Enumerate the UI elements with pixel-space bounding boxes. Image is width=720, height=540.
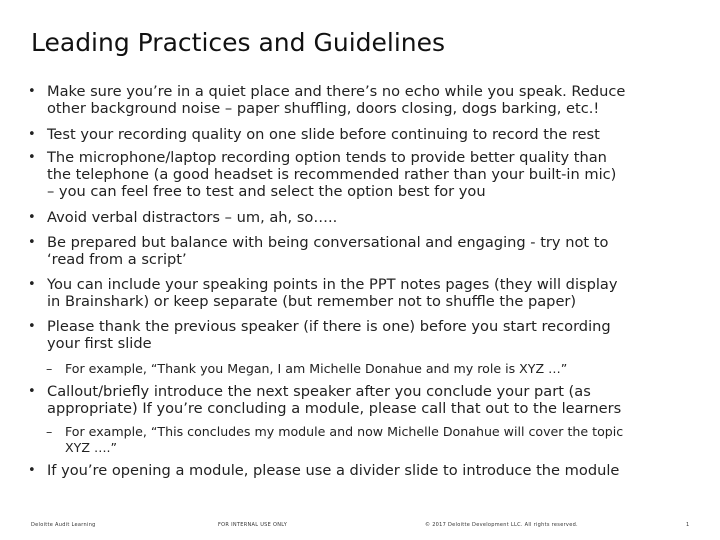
bullet-line: If you’re opening a module, please use a divider slide to introduce the module [47,462,620,479]
sub-bullet-marker: – [46,361,53,376]
bullet-line: The microphone/laptop recording option tends to provide better quality than [47,149,607,166]
bullet-line: Be prepared but balance with being conversational and engaging - try not to [47,234,609,251]
bullet-marker: • [28,150,36,165]
bullet-item [28,209,707,226]
bullet-line: Make sure you’re in a quiet place and there’s no echo while you speak. Reduce [47,83,626,100]
bullet-line: appropriate) If you’re concluding a module, please call that out to the learners [47,400,622,418]
bullet-line: Test your recording quality on one slide before continuing to record the rest [47,126,600,143]
bullet-item [28,318,707,353]
bullet-line: other background noise – paper shuffling, doors closing, dogs barking, etc.! [47,100,600,118]
bullet-line: ‘read from a script’ [47,251,187,269]
footer-center: FOR INTERNAL USE ONLY [218,522,288,528]
bullet-item [28,276,707,311]
bullet-marker: • [28,319,36,334]
page-number: 1 [686,522,690,528]
bullet-marker: • [28,463,36,478]
bullet-marker: • [28,210,36,225]
sub-bullet-line: XYZ ….” [65,439,118,455]
bullet-line: in Brainshark) or keep separate (but remember not to shuffle the paper) [47,293,577,311]
bullet-line: the telephone (a good headset is recommended rather than your built-in mic) [47,166,617,184]
bullet-item [28,234,707,269]
bullet-line: You can include your speaking points in the PPT notes pages (they will display [47,276,618,293]
bullet-item [28,462,707,479]
sub-bullet-line: For example, “Thank you Megan, I am Michelle Donahue and my role is XYZ …” [65,361,568,376]
bullet-item [28,126,707,143]
bullet-line: your first slide [47,335,152,353]
sub-bullet-item [46,361,705,377]
bullet-marker: • [28,235,36,250]
bullet-line: – you can feel free to test and select the option best for you [47,183,486,201]
bullet-marker: • [28,127,36,142]
bullet-item [28,83,707,118]
sub-bullet-line: For example, “This concludes my module and now Michelle Donahue will cover the topic [65,424,624,439]
sub-bullet-marker: – [46,424,53,439]
sub-bullet-item [46,424,705,456]
bullet-marker: • [28,384,36,399]
bullet-line: Please thank the previous speaker (if there is one) before you start recording [47,318,611,335]
footer-left: Deloitte Audit Learning [31,522,96,528]
slide-title: Leading Practices and Guidelines [31,28,446,57]
bullet-item [28,149,707,201]
bullet-marker: • [28,277,36,292]
bullet-item [28,383,707,418]
footer-copyright: © 2017 Deloitte Development LLC. All rights reserved. [425,522,578,528]
bullet-marker: • [28,84,36,99]
bullet-line: Avoid verbal distractors – um, ah, so….. [47,209,338,226]
bullet-line: Callout/briefly introduce the next speaker after you conclude your part (as [47,383,591,400]
